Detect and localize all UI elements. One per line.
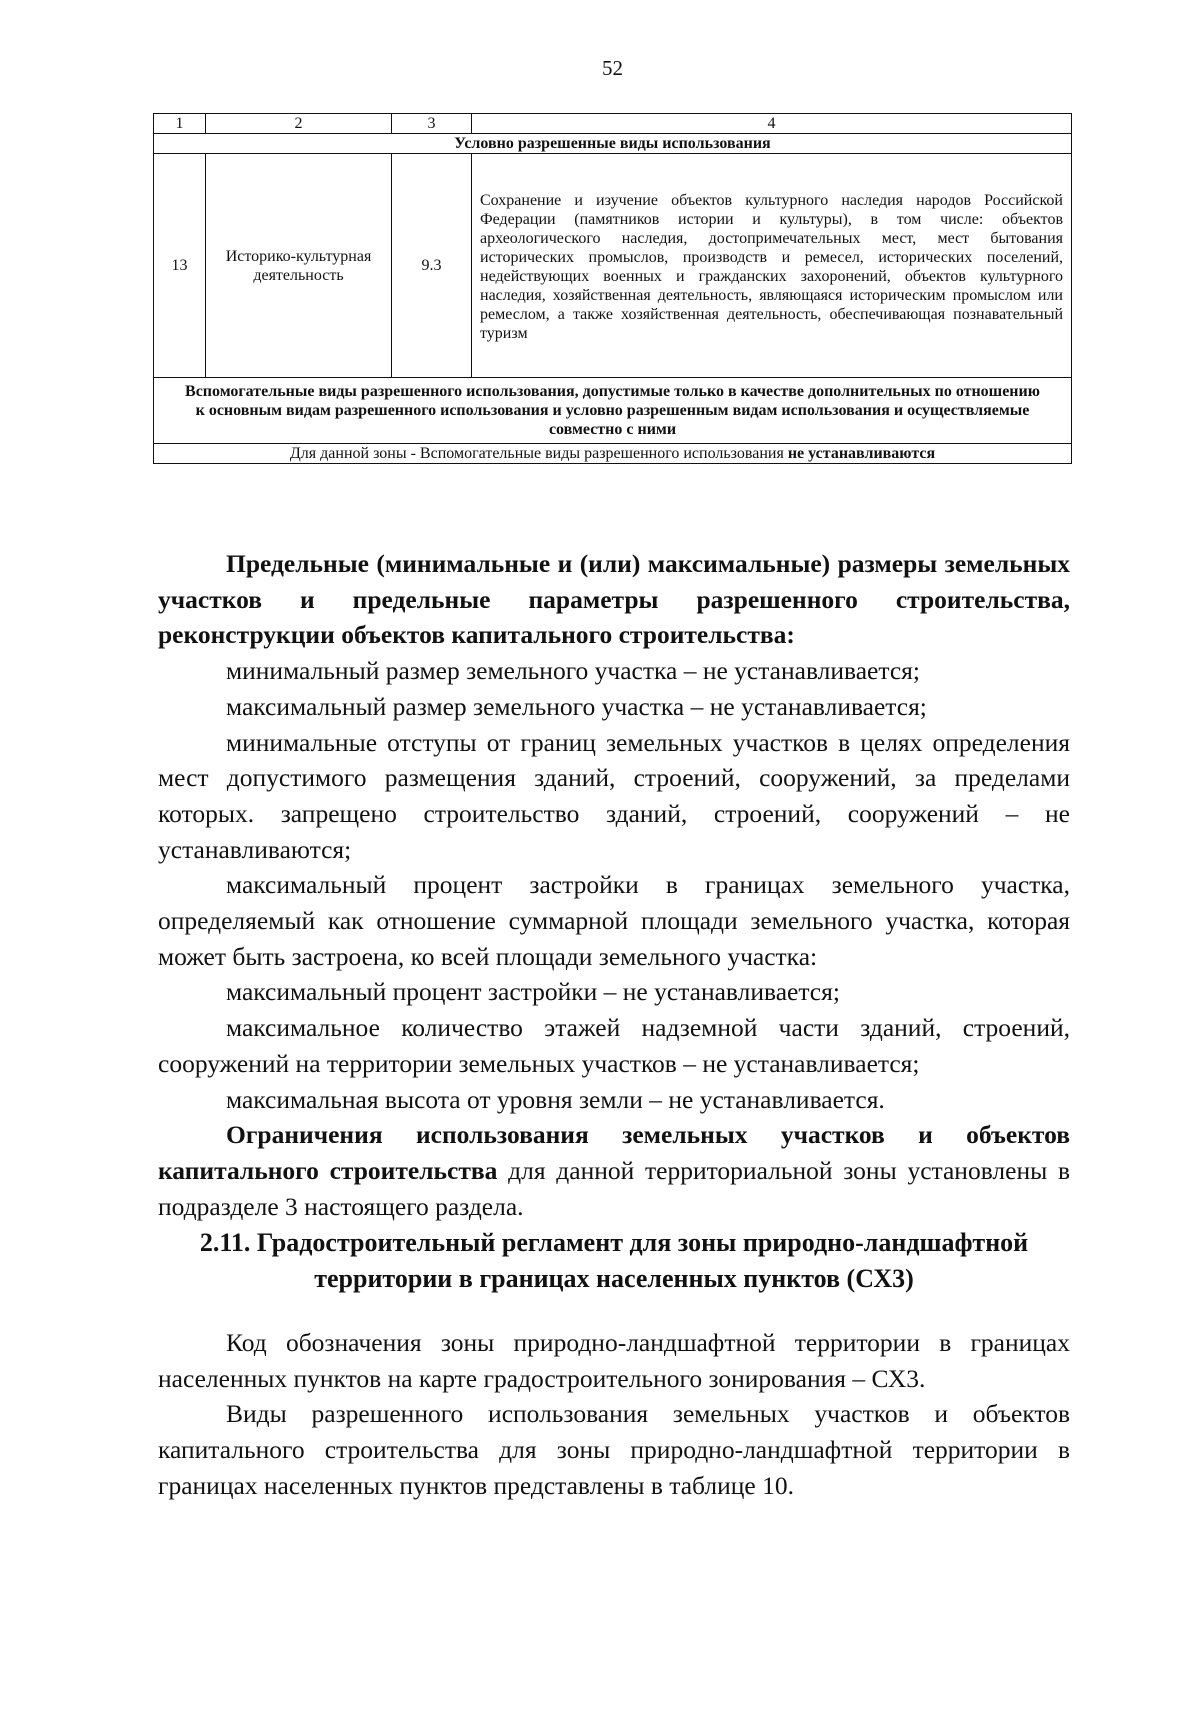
limit-item: максимальная высота от уровня земли – не устанавливается. [226, 1084, 885, 1114]
table-header-row [154, 114, 1072, 134]
section-title: 2.11. Градостроительный регламент для зоны природно-ландшафтной территории в границах населенных пунктов (СХ3) [199, 1228, 1029, 1293]
limits-heading: Предельные (минимальные и (или) максимальные) размеры земельных участков и предельные параметры разрешенного строительства, реконструкции объектов капитального строительства: [158, 549, 1070, 650]
zone-code-paragraph: Код обозначения зоны природно-ландшафтной территории в границах населенных пунктов на карте градостроительного зонирования – СХ3. [158, 1328, 1070, 1393]
limit-item: минимальный размер земельного участка – не устанавливается; [226, 656, 920, 686]
row-use-description: Сохранение и изучение объектов культурного наследия народов Российской Федерации (памятников истории и культуры), в том числе: объектов археологического наследия, достопримечательных мест, мест бытования исторических промыслов, производств и ремесел, исторических поселений, недействующих военных и гражданских захоронений, объектов культурного наследия, хозяйственная деятельность, являющаяся историческим промыслом или ремеслом, а также хозяйственная деятельность, обеспечивающая познавательный туризм [472, 154, 1072, 378]
section-body [158, 1325, 1070, 1504]
page-number: 52 [602, 56, 623, 80]
limit-item: максимальный процент застройки – не устанавливается; [226, 977, 840, 1007]
section-auxiliary-label: Вспомогательные виды разрешенного использования, допустимые только в качестве дополнительных по отношению к основным видам разрешенного использования и условно разрешенным видам использования и осуществляемые совместно с ними [154, 378, 1072, 444]
limit-item: максимальное количество этажей надземной части зданий, строений, сооружений на территории земельных участков – не устанавливается; [158, 1013, 1070, 1078]
section-conditional-label: Условно разрешенные виды использования [154, 134, 1072, 154]
col-number-2: 2 [206, 114, 392, 134]
limits-block [158, 546, 1070, 1224]
section-row-auxiliary [154, 378, 1072, 444]
table-row [154, 154, 1072, 378]
row-use-name: Историко-культурная деятельность [206, 154, 392, 378]
auxiliary-note [154, 444, 1072, 464]
limit-item: максимальный размер земельного участка – не устанавливается; [226, 691, 927, 721]
land-use-table [153, 113, 1072, 464]
auxiliary-note-bold: не устанавливаются [787, 445, 936, 462]
auxiliary-note-prefix: Для данной зоны - Вспомогательные виды разрешенного использования [289, 445, 788, 462]
limit-item: максимальный процент застройки в границах земельного участка, определяемый как отношение суммарной площади земельного участка, которая может быть застроена, ко всей площади земельного участка: [158, 870, 1070, 971]
auxiliary-note-row [154, 444, 1072, 464]
limit-item: минимальные отступы от границ земельных участков в целях определения мест допустимого размещения зданий, строений, сооружений, за пределами которых. запрещено строительство зданий, строений, сооружений – не устанавливаются; [158, 727, 1070, 864]
uses-paragraph: Виды разрешенного использования земельных участков и объектов капитального строительства для зоны природно-ландшафтной территории в границах населенных пунктов представлены в таблице 10. [158, 1399, 1070, 1500]
row-number: 13 [154, 154, 206, 378]
col-number-3: 3 [392, 114, 472, 134]
section-row-conditional [154, 134, 1072, 154]
col-number-4: 4 [472, 114, 1072, 134]
row-use-code: 9.3 [392, 154, 472, 378]
restrictions-rest: для данной территориальной зоны установлены в подразделе 3 настоящего раздела. [158, 1155, 1071, 1221]
restrictions-bold: Ограничения использования земельных участков и объектов капитального строительства [158, 1120, 1070, 1185]
restrictions-paragraph [158, 1117, 1070, 1224]
col-number-1: 1 [154, 114, 206, 134]
